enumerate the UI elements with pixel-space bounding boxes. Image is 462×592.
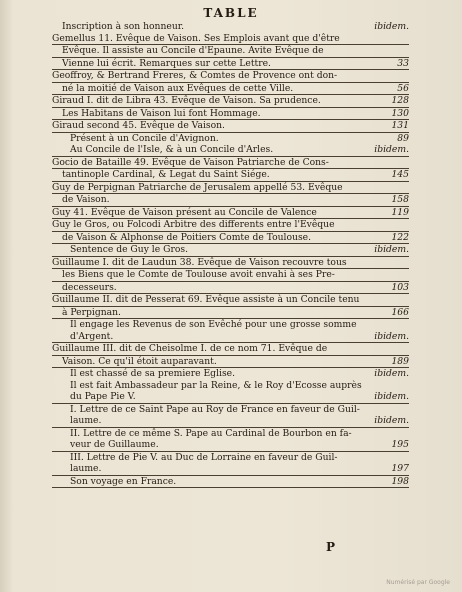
index-entry-line [52,194,409,207]
page-reference: ibidem. [374,144,409,155]
index-entry-line [52,182,409,195]
index-entry-line [52,21,409,33]
entry-text: veur de Guillaume. [70,439,159,450]
watermark: Numérisé par Google [386,579,450,586]
page-reference: 195 [391,439,409,450]
entry-text: d'Argent. [70,330,114,342]
page-reference: ibidem. [374,21,409,32]
entry-text: Inscription à son honneur. [62,21,185,32]
entry-text: Gemellus 11. Evêque de Vaison. Ses Emplois avant que d'être [52,32,340,44]
entry-text: Son voyage en France. [70,475,177,487]
index-entry-line [52,439,409,452]
index-entry-line [52,95,409,108]
index-entry-line [52,319,409,331]
index-entry-line [52,452,409,464]
index-entry-line [52,83,409,96]
index-entry-line [52,169,409,182]
entry-text: Geoffroy, & Bertrand Freres, & Comtes de Provence ont don- [52,70,338,81]
entry-text: à Perpignan. [62,306,121,318]
page-reference: ibidem. [374,244,409,255]
signature-mark: P [326,540,336,554]
entry-text: I. Lettre de ce Saint Pape au Roy de France en faveur de Guil- [70,403,360,415]
entry-text: Sentence de Guy le Gros. [70,244,188,255]
entry-text: de Vaison & Alphonse de Poitiers Comte de Toulouse. [62,231,312,243]
page-reference: 33 [397,57,409,69]
entry-text: II. Lettre de ce même S. Pape au Cardinal de Bourbon en fa- [70,427,352,439]
entry-text: Au Concile de l'Isle, & à un Concile d'Arles. [70,144,274,155]
index-entry-line [52,244,409,257]
entry-text: laume. [70,463,102,474]
index-entry-line [52,282,409,295]
entry-text: Giraud second 45. Evêque de Vaison. [52,120,225,131]
index-entry-line [52,294,409,307]
entry-text: Gocio de Bataille 49. Evêque de Vaison Patriarche de Cons- [52,156,329,168]
entry-text: Giraud I. dit de Libra 43. Evêque de Vaison. Sa prudence. [52,95,321,106]
index-entry-line [52,232,409,245]
page-reference: 131 [391,120,409,131]
page-reference: 145 [391,169,409,180]
entry-text: Vienne lui écrit. Remarques sur cette Lettre. [62,57,271,69]
entry-text: tantinople Cardinal, & Legat du Saint Siége. [62,169,270,180]
page-reference: ibidem. [374,391,409,402]
index-entries [52,21,409,488]
page-reference: 122 [391,231,409,243]
entry-text: Présent à un Concile d'Avignon. [70,132,219,144]
entry-text: Guillaume III. dit de Cheisolme I. de ce nom 71. Evêque de [52,343,328,354]
entry-text: III. Lettre de Pie V. au Duc de Lorraine en faveur de Guil- [70,451,338,463]
index-entry-line [52,33,409,46]
entry-text: Il est chassé de sa premiere Eglise. [70,368,236,379]
entry-text: les Biens que le Comte de Toulouse avoit envahi à ses Pre- [62,269,335,280]
index-entry-line [52,307,409,320]
index-entry-line [52,58,409,71]
index-entry-line [52,368,409,380]
entry-text: Guillaume I. dit de Laudun 38. Evêque de Vaison recouvre tous [52,256,347,268]
index-entry-line [52,331,409,344]
index-entry-line [52,45,409,58]
page-reference: 128 [391,95,409,106]
page-reference: 89 [397,132,409,144]
index-entry-line [52,157,409,170]
index-entry-line [52,380,409,392]
index-entry-line [52,108,409,121]
index-entry-line [52,428,409,440]
page-reference: 119 [391,206,409,218]
page-reference: 56 [397,82,409,94]
entry-text: Il engage les Revenus de son Evêché pour une grosse somme [70,319,357,330]
page-reference: 198 [391,475,409,487]
index-entry-line [52,269,409,282]
index-entry-line [52,207,409,220]
index-entry-line [52,133,409,145]
page-reference: ibidem. [374,330,409,342]
entry-text: Il est fait Ambassadeur par la Reine, & le Roy d'Ecosse auprès [70,379,362,391]
entry-text: Les Habitans de Vaison lui font Hommage. [62,107,261,119]
entry-text: de Vaison. [62,194,110,205]
page-reference: ibidem. [374,368,409,379]
index-entry-line [52,391,409,404]
index-entry-line [52,144,409,157]
page-title: TABLE [203,6,259,20]
page-reference: 103 [391,281,409,293]
index-entry-line [52,70,409,83]
index-entry-line [52,343,409,356]
index-entry-line [52,356,409,369]
entry-text: Guy de Perpignan Patriarche de Jerusalem appellé 53. Evêque [52,181,343,193]
entry-text: Guy le Gros, ou Folcodi Arbitre des differents entre l'Evêque [52,219,335,230]
index-entry-line [52,463,409,476]
index-entry-line [52,404,409,416]
page-reference: 197 [391,463,409,474]
page-reference: 166 [391,306,409,318]
page-reference: 130 [391,107,409,119]
entry-text: decesseurs. [62,281,117,293]
entry-text: Guy 41. Evêque de Vaison présent au Concile de Valence [52,206,317,218]
page-reference: ibidem. [374,415,409,426]
index-entry-line [52,120,409,133]
entry-text: né la moitié de Vaison aux Evêques de cette Ville. [62,82,294,94]
index-entry-line [52,219,409,232]
page-reference: 189 [391,355,409,367]
entry-text: Evêque. Il assiste au Concile d'Epaune. Avite Evêque de [62,45,324,56]
entry-text: Vaison. Ce qu'il étoit auparavant. [62,355,217,367]
entry-text: Guillaume II. dit de Pesserat 69. Evêque assiste à un Concile tenu [52,294,360,305]
index-entry-line [52,257,409,270]
page-reference: 158 [391,194,409,205]
entry-text: du Pape Pie V. [70,391,136,402]
index-entry-line [52,476,409,489]
index-entry-line [52,415,409,428]
entry-text: laume. [70,415,102,426]
